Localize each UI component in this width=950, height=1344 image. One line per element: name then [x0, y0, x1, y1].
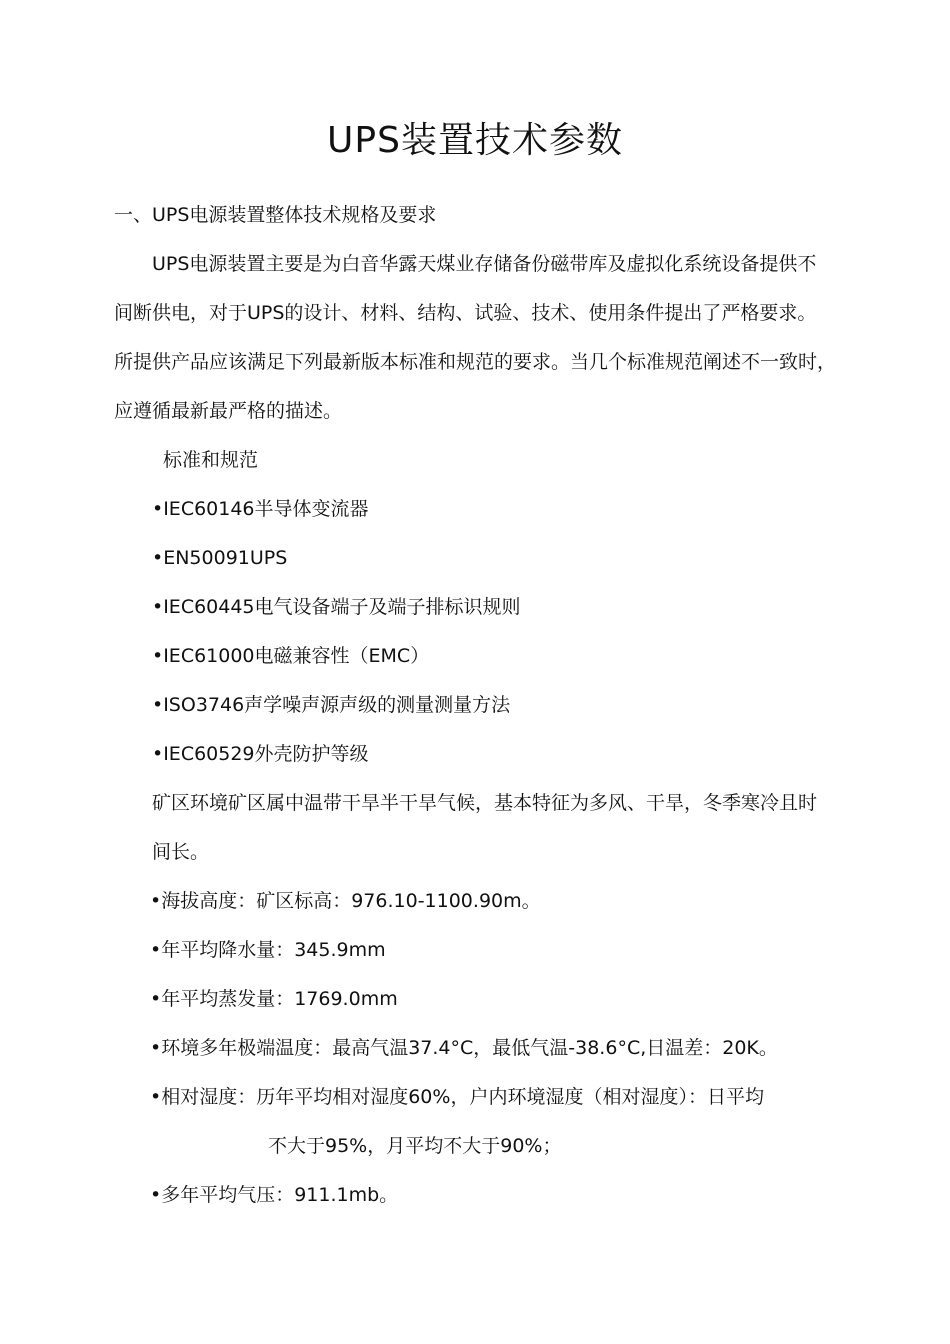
climate-line-2: 间长。 — [152, 841, 210, 863]
climate-line-1: 矿区环境矿区属中温带干旱半干旱气候，基本特征为多风、干旱，冬季寒冷且时 — [152, 792, 818, 814]
standard-item: •ISO3746声学噪声源声级的测量测量方法 — [152, 694, 511, 716]
env-item-temperature: •环境多年极端温度：最高气温37.4°C，最低气温-38.6°C,日温差：20K。 — [150, 1037, 778, 1059]
env-item-evaporation: •年平均蒸发量：1769.0mm — [150, 988, 398, 1010]
document-title: UPS装置技术参数 — [327, 120, 623, 161]
standard-item: •IEC60529外壳防护等级 — [152, 743, 369, 765]
standard-item: •IEC60445电气设备端子及端子排标识规则 — [152, 596, 521, 618]
standard-item: •IEC61000电磁兼容性（EMC） — [152, 645, 430, 667]
intro-line-3: 所提供产品应该满足下列最新版本标准和规范的要求。当几个标准规范阐述不一致时， — [114, 351, 837, 373]
intro-line-2: 间断供电，对于UPS的设计、材料、结构、试验、技术、使用条件提出了严格要求。 — [114, 302, 817, 324]
env-item-precipitation: •年平均降水量：345.9mm — [150, 939, 386, 961]
env-item-pressure: •多年平均气压：911.1mb。 — [150, 1184, 399, 1206]
standards-heading: 标准和规范 — [163, 449, 259, 471]
env-item-humidity-continuation: 不大于95%，月平均不大于90%； — [268, 1135, 562, 1157]
intro-line-4: 应遵循最新最严格的描述。 — [114, 400, 343, 422]
section-heading: 一、UPS电源装置整体技术规格及要求 — [114, 204, 437, 226]
intro-line-1: UPS电源装置主要是为白音华露天煤业存储备份磁带库及虚拟化系统设备提供不 — [152, 253, 817, 275]
env-item-humidity: •相对湿度：历年平均相对湿度60%，户内环境湿度（相对湿度）：日平均 — [150, 1086, 764, 1108]
env-item-altitude: •海拔高度：矿区标高：976.10-1100.90m。 — [150, 890, 541, 912]
standard-item: •IEC60146半导体变流器 — [152, 498, 369, 520]
standard-item: •EN50091UPS — [152, 547, 288, 569]
